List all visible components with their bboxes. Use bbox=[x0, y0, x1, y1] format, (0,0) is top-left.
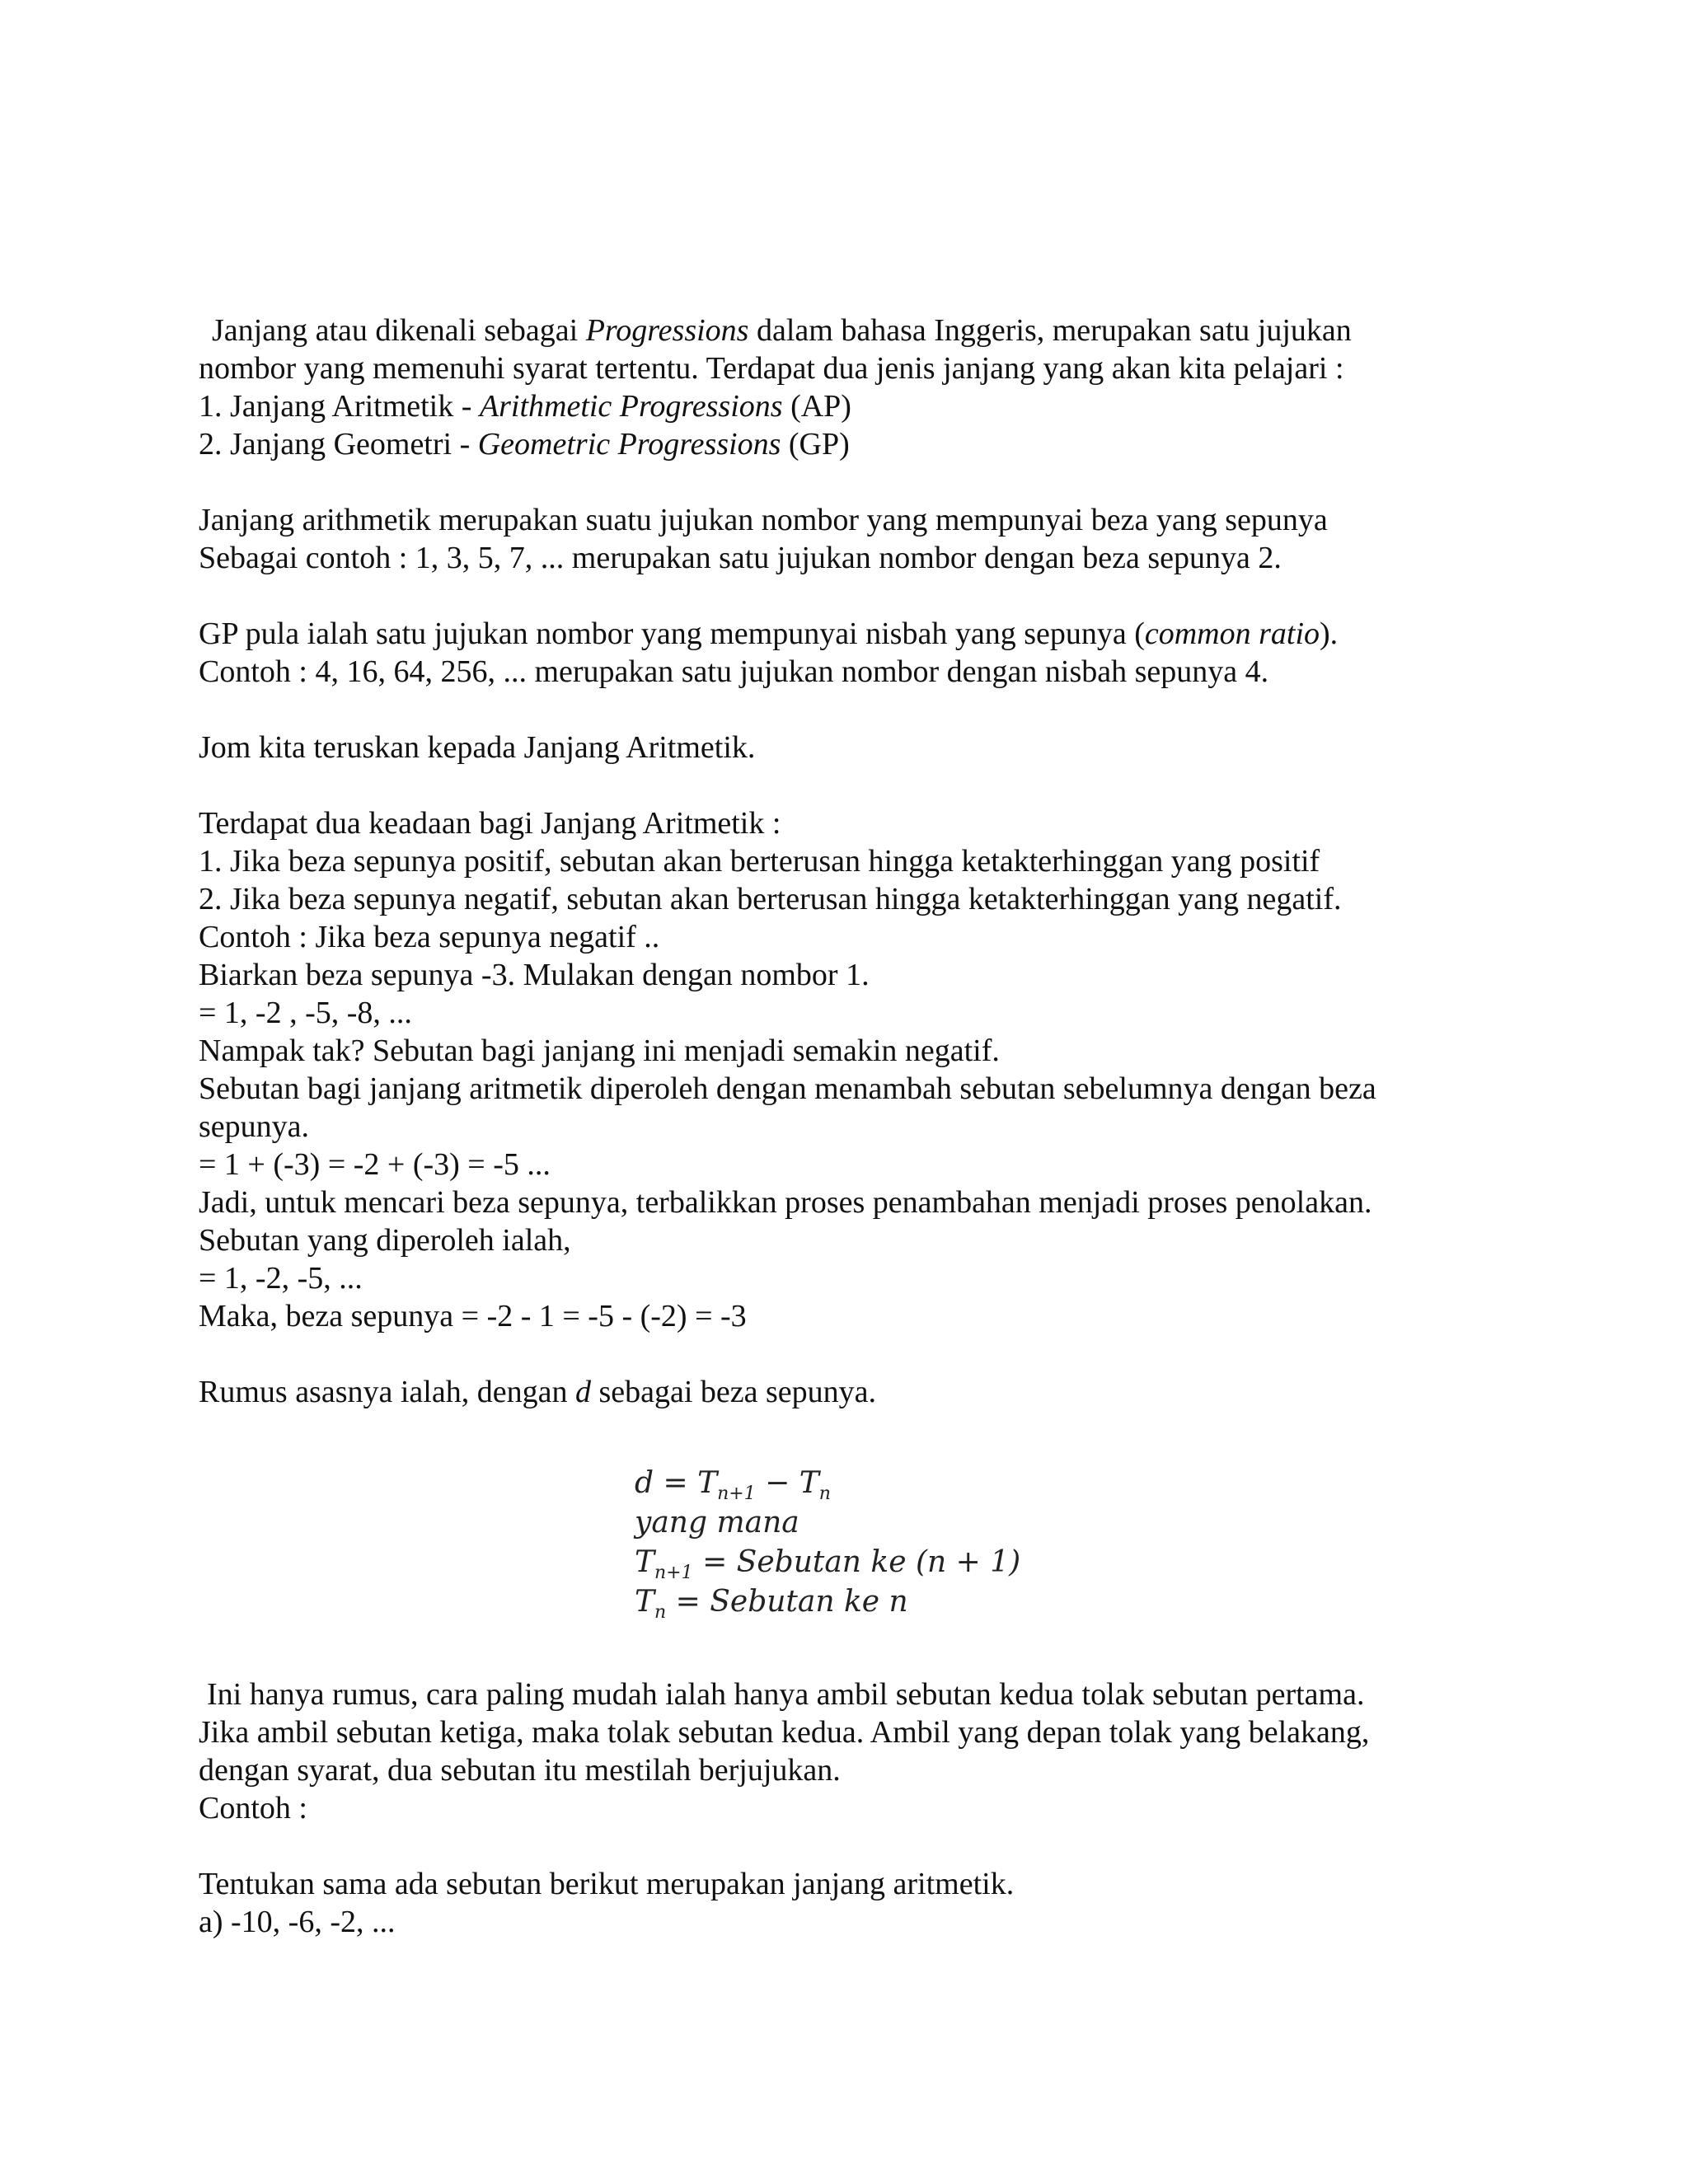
cases-line: 2. Jika beza sepunya negatif, sebutan akan berterusan hingga ketakterhinggan yang negatif. bbox=[199, 882, 1342, 916]
formula-line-3: $T_{n+1}$ = Sebutan ke (n + 1) bbox=[635, 1545, 1021, 1583]
after-line: Tentukan sama ada sebutan berikut merupakan janjang aritmetik. bbox=[199, 1867, 1015, 1901]
ap-definition-line-1: Janjang arithmetik merupakan suatu jujukan nombor yang mempunyai beza yang sepunya bbox=[199, 503, 1328, 537]
cases-line: 1. Jika beza sepunya positif, sebutan akan berterusan hingga ketakterhinggan yang positif bbox=[199, 844, 1320, 879]
after-line: Contoh : bbox=[199, 1791, 307, 1825]
intro-line-1: Janjang atau dikenali sebagai Progressions dalam bahasa Inggeris, merupakan satu jujukan bbox=[212, 313, 1352, 348]
cases-line: = 1 + (-3) = -2 + (-3) = -5 ... bbox=[199, 1147, 551, 1182]
cases-line: = 1, -2 , -5, -8, ... bbox=[199, 996, 412, 1030]
spacer bbox=[199, 691, 1501, 729]
cases-line: Maka, beza sepunya = -2 - 1 = -5 - (-2) = -3 bbox=[199, 1299, 747, 1333]
formula-image bbox=[635, 1464, 1020, 1622]
intro-item-2: 2. Janjang Geometri - Geometric Progressions (GP) bbox=[199, 427, 850, 462]
main-text bbox=[199, 312, 1501, 1411]
gp-definition-line-2: Contoh : 4, 16, 64, 256, ... merupakan satu jujukan nombor dengan nisbah sepunya 4. bbox=[199, 654, 1269, 689]
gp-definition-line-1: GP pula ialah satu jujukan nombor yang mempunyai nisbah yang sepunya (common ratio). bbox=[199, 616, 1339, 651]
intro-line-2: nombor yang memenuhi syarat tertentu. Terdapat dua jenis janjang yang akan kita pelajari : bbox=[199, 351, 1344, 386]
continue-line: Jom kita teruskan kepada Janjang Aritmetik. bbox=[199, 730, 756, 765]
formula-line-1: $d = T_{n+1} - T_n$ bbox=[635, 1466, 831, 1504]
spacer bbox=[199, 1335, 1501, 1373]
cases-line: Terdapat dua keadaan bagi Janjang Aritmetik : bbox=[199, 806, 781, 841]
cases-line: Jadi, untuk mencari beza sepunya, terbalikkan proses penambahan menjadi proses penolakan. bbox=[199, 1185, 1372, 1220]
cases-line: Sebutan yang diperoleh ialah, bbox=[199, 1223, 571, 1258]
formula-line-2: yang mana bbox=[635, 1506, 799, 1540]
cases-line: = 1, -2, -5, ... bbox=[199, 1261, 363, 1296]
after-line: Ini hanya rumus, cara paling mudah ialah hanya ambil sebutan kedua tolak sebutan pertama. bbox=[207, 1677, 1365, 1712]
cases-line: Nampak tak? Sebutan bagi janjang ini menjadi semakin negatif. bbox=[199, 1033, 1000, 1068]
ap-definition-line-2: Sebagai contoh : 1, 3, 5, 7, ... merupakan satu jujukan nombor dengan beza sepunya 2. bbox=[199, 541, 1282, 575]
formula-intro: Rumus asasnya ialah, dengan d sebagai beza sepunya. bbox=[199, 1375, 877, 1409]
spacer bbox=[199, 463, 1501, 501]
cases-line: Contoh : Jika beza sepunya negatif .. bbox=[199, 920, 660, 954]
after-line: Jika ambil sebutan ketiga, maka tolak sebutan kedua. Ambil yang depan tolak yang belakang, bbox=[199, 1715, 1370, 1750]
cases-line: Sebutan bagi janjang aritmetik diperoleh dengan menambah sebutan sebelumnya dengan beza bbox=[199, 1071, 1376, 1106]
formula-line-4: $T_n$ = Sebutan ke n bbox=[635, 1585, 908, 1623]
after-line: a) -10, -6, -2, ... bbox=[199, 1905, 396, 1939]
cases-line: sepunya. bbox=[199, 1109, 310, 1144]
spacer bbox=[199, 577, 1501, 615]
after-formula-text bbox=[199, 1675, 1501, 1941]
spacer bbox=[199, 766, 1501, 804]
after-line: dengan syarat, dua sebutan itu mestilah berjujukan. bbox=[199, 1753, 841, 1788]
intro-item-1: 1. Janjang Aritmetik - Arithmetic Progressions (AP) bbox=[199, 389, 851, 424]
spacer bbox=[199, 1827, 1501, 1865]
cases-line: Biarkan beza sepunya -3. Mulakan dengan nombor 1. bbox=[199, 958, 870, 992]
